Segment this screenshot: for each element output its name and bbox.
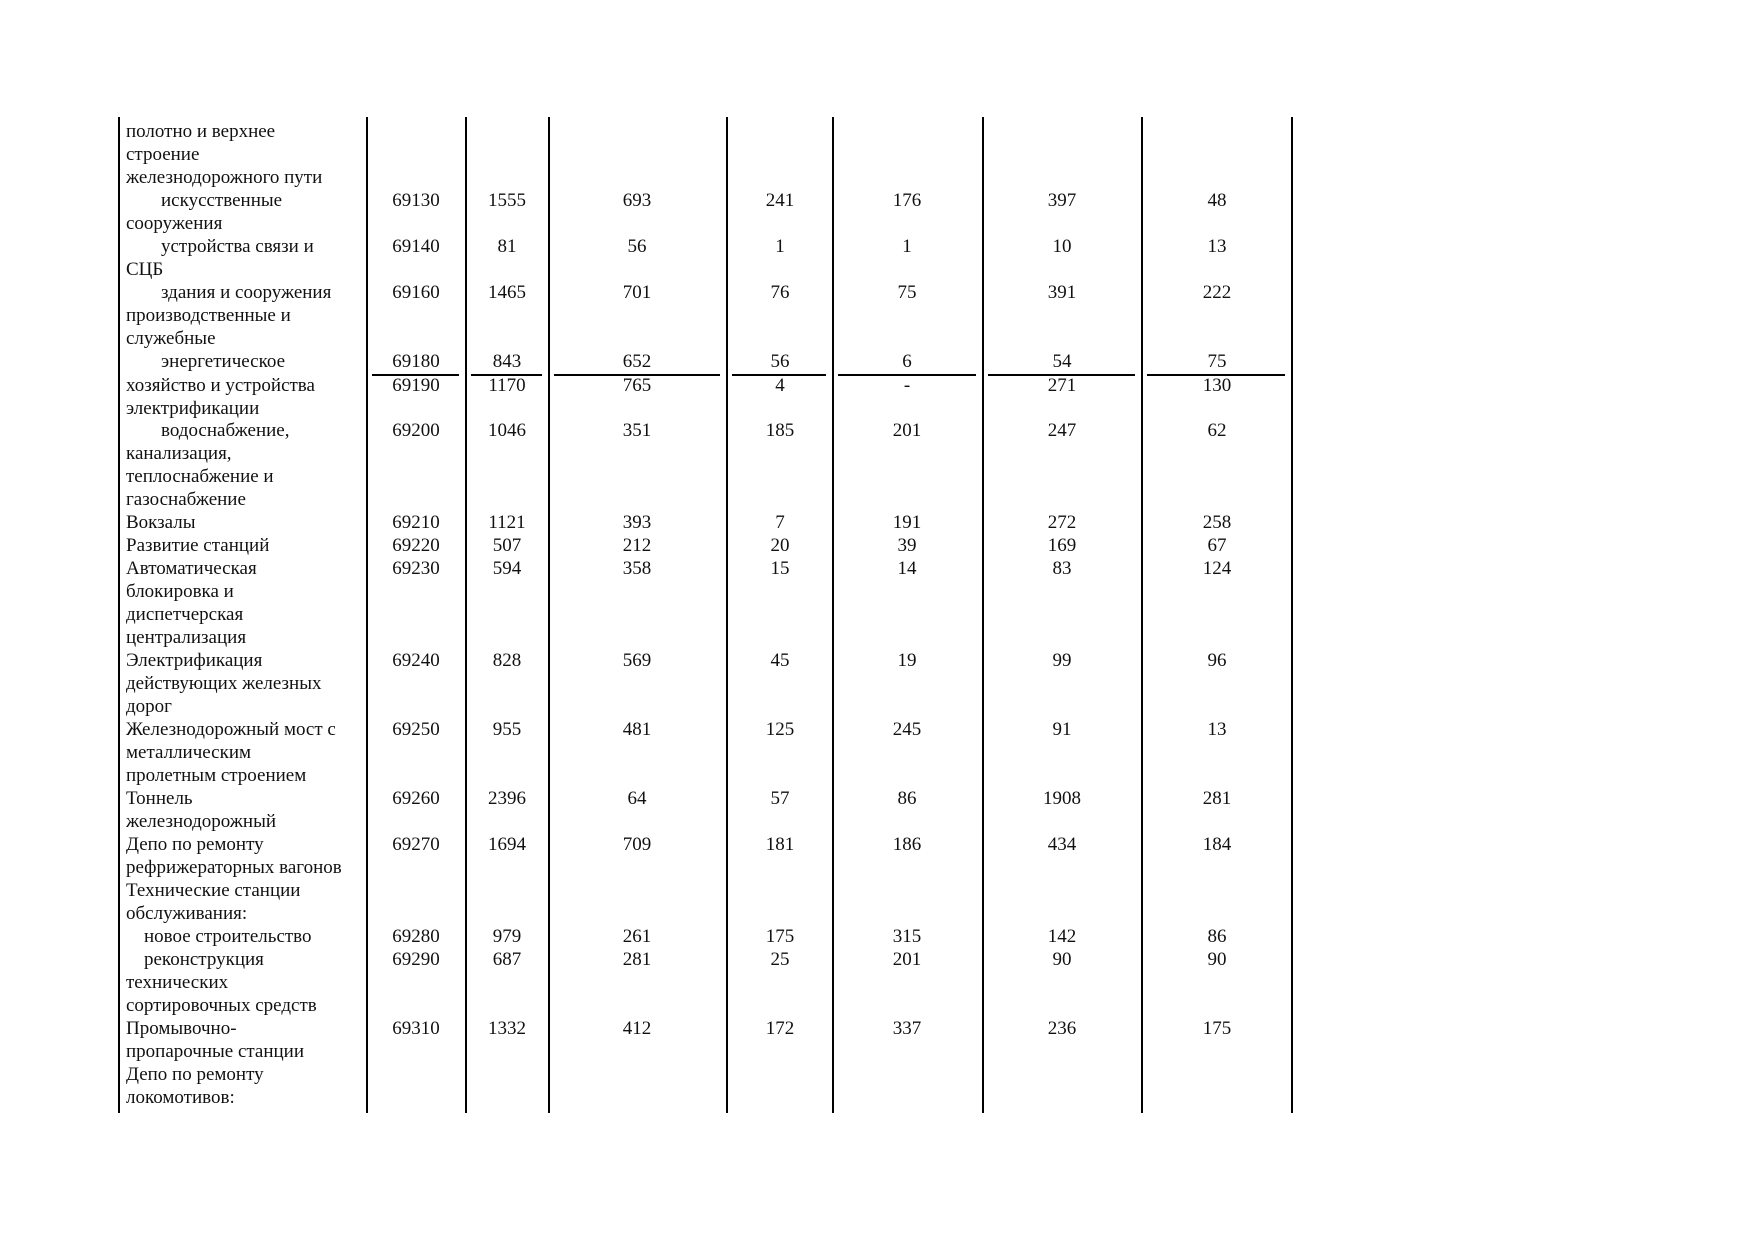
row-label-line: теплоснабжение и — [126, 466, 274, 487]
table-cell: 241 — [765, 190, 795, 211]
table-cell: 7 — [775, 512, 785, 533]
table-cell: 13 — [1207, 236, 1227, 257]
row-label — [126, 557, 364, 649]
table-cell: 1465 — [488, 282, 526, 303]
row-label-line: железнодорожного пути — [126, 167, 323, 188]
table-cell: 69200 — [392, 420, 440, 441]
table-cell: 45 — [770, 650, 790, 671]
row-label-line: сортировочных средств — [126, 995, 317, 1016]
row-label-line: Электрификация — [126, 650, 263, 671]
table-cell: 90 — [1052, 949, 1072, 970]
table-cell: 201 — [892, 949, 922, 970]
table-cell: 25 — [770, 949, 790, 970]
table-cell: 1 — [902, 236, 912, 257]
table-cell: 185 — [765, 420, 795, 441]
table-cell: 6 — [902, 351, 912, 372]
table-cell: 90 — [1207, 949, 1227, 970]
row-label-line: СЦБ — [126, 259, 164, 280]
table-cell: 397 — [1047, 190, 1077, 211]
table-cell: 186 — [892, 834, 922, 855]
table-cell: 69160 — [392, 282, 440, 303]
table-cell: 271 — [1047, 375, 1077, 396]
table-cell: 1121 — [488, 512, 526, 533]
row-label-line: Железнодорожный мост с — [126, 719, 336, 740]
row-label-line: Тоннель — [126, 788, 193, 809]
table-cell: 69210 — [392, 512, 440, 533]
row-label-line: локомотивов: — [126, 1087, 235, 1108]
table-cell: 222 — [1202, 282, 1232, 303]
row-label — [126, 925, 364, 948]
row-label-line: реконструкция — [144, 949, 264, 970]
table-cell: 184 — [1202, 834, 1232, 855]
table-cell: 69290 — [392, 949, 440, 970]
row-label-line: водоснабжение, — [161, 420, 290, 441]
row-label-line: диспетчерская — [126, 604, 244, 625]
row-label — [126, 879, 364, 925]
row-label-line: устройства связи и — [161, 236, 314, 257]
row-label-line: Автоматическая — [126, 558, 257, 579]
table-cell: 261 — [622, 926, 652, 947]
row-label-line: Развитие станций — [126, 535, 270, 556]
row-label-line: металлическим — [126, 742, 252, 763]
row-label-line: Технические станции — [126, 880, 301, 901]
table-cell: 1332 — [488, 1018, 526, 1039]
row-label-line: пролетным строением — [126, 765, 307, 786]
row-label-line: дорог — [126, 696, 172, 717]
column-divider — [118, 117, 120, 1113]
row-label-line: новое строительство — [144, 926, 312, 947]
row-label-line: искусственные — [161, 190, 283, 211]
table-cell: 1046 — [488, 420, 526, 441]
row-label-line: канализация, — [126, 443, 232, 464]
table-cell: 434 — [1047, 834, 1077, 855]
table-cell: 13 — [1207, 719, 1227, 740]
table-cell: 507 — [492, 535, 522, 556]
table-cell: 687 — [492, 949, 522, 970]
table-cell: 358 — [622, 558, 652, 579]
row-label — [126, 534, 364, 557]
table-cell: 181 — [765, 834, 795, 855]
table-cell: 351 — [622, 420, 652, 441]
table-cell: 69220 — [392, 535, 440, 556]
row-label-line: сооружения — [126, 213, 223, 234]
table-cell: 175 — [1202, 1018, 1232, 1039]
table-cell: 337 — [892, 1018, 922, 1039]
table-cell: 20 — [770, 535, 790, 556]
table-cell: 176 — [892, 190, 922, 211]
row-label — [126, 1017, 364, 1063]
table-cell: 69280 — [392, 926, 440, 947]
table-cell: 86 — [897, 788, 917, 809]
table-cell: 315 — [892, 926, 922, 947]
table-cell: 99 — [1052, 650, 1072, 671]
table-cell: 1170 — [488, 375, 526, 396]
table-cell: 258 — [1202, 512, 1232, 533]
row-label-line: централизация — [126, 627, 247, 648]
table-cell: 62 — [1207, 420, 1227, 441]
table-cell: 69130 — [392, 190, 440, 211]
row-label — [126, 350, 364, 373]
table-cell: 76 — [770, 282, 790, 303]
column-divider — [982, 117, 984, 1113]
table-cell: 56 — [770, 351, 790, 372]
row-label-line: действующих железных — [126, 673, 322, 694]
table-cell: 281 — [1202, 788, 1232, 809]
row-label — [126, 419, 364, 511]
table-cell: 69250 — [392, 719, 440, 740]
table-cell: 83 — [1052, 558, 1072, 579]
row-label-line: блокировка и — [126, 581, 234, 602]
table-cell: 1908 — [1043, 788, 1081, 809]
row-label-line: Депо по ремонту — [126, 834, 264, 855]
table-cell: 481 — [622, 719, 652, 740]
table-cell: 48 — [1207, 190, 1227, 211]
table-cell: 81 — [497, 236, 517, 257]
row-label-line: здания и сооружения — [161, 282, 332, 303]
table-cell: 75 — [1207, 351, 1227, 372]
table-cell: 594 — [492, 558, 522, 579]
table-cell: 15 — [770, 558, 790, 579]
row-label — [126, 649, 364, 718]
row-label — [126, 281, 364, 350]
row-label — [126, 120, 364, 189]
table-cell: 69240 — [392, 650, 440, 671]
table-cell: 693 — [622, 190, 652, 211]
table-cell: 2396 — [488, 788, 526, 809]
table-cell: - — [903, 375, 911, 396]
table-cell: 69190 — [392, 375, 440, 396]
row-label-line: пропарочные станции — [126, 1041, 305, 1062]
row-label-line: железнодорожный — [126, 811, 277, 832]
table-cell: 569 — [622, 650, 652, 671]
row-label — [126, 1063, 364, 1109]
table-cell: 701 — [622, 282, 652, 303]
table-cell: 96 — [1207, 650, 1227, 671]
table-cell: 142 — [1047, 926, 1077, 947]
table-cell: 69310 — [392, 1018, 440, 1039]
column-divider — [1291, 117, 1293, 1113]
table-cell: 67 — [1207, 535, 1227, 556]
row-label — [126, 189, 364, 235]
table-cell: 843 — [492, 351, 522, 372]
table-cell: 57 — [770, 788, 790, 809]
table-cell: 272 — [1047, 512, 1077, 533]
table-cell: 201 — [892, 420, 922, 441]
table-cell: 191 — [892, 512, 922, 533]
table-cell: 69140 — [392, 236, 440, 257]
table-cell: 56 — [627, 236, 647, 257]
table-cell: 955 — [492, 719, 522, 740]
row-label-line: производственные и — [126, 305, 291, 326]
table-cell: 652 — [622, 351, 652, 372]
table-cell: 1 — [775, 236, 785, 257]
table-cell: 69180 — [392, 351, 440, 372]
table-cell: 4 — [775, 375, 785, 396]
row-label — [126, 718, 364, 787]
row-label-line: строение — [126, 144, 200, 165]
row-label-line: служебные — [126, 328, 216, 349]
row-label — [126, 235, 364, 281]
table-cell: 54 — [1052, 351, 1072, 372]
table-cell: 1694 — [488, 834, 526, 855]
table-cell: 130 — [1202, 375, 1232, 396]
table-cell: 709 — [622, 834, 652, 855]
table-cell: 91 — [1052, 719, 1072, 740]
row-label — [126, 374, 364, 420]
table-cell: 979 — [492, 926, 522, 947]
row-label — [126, 787, 364, 833]
row-label — [126, 948, 364, 1017]
table-cell: 169 — [1047, 535, 1077, 556]
row-label-line: хозяйство и устройства — [126, 375, 315, 396]
row-label-line: Промывочно- — [126, 1018, 237, 1039]
table-cell: 64 — [627, 788, 647, 809]
table-cell: 828 — [492, 650, 522, 671]
row-label-line: электрификации — [126, 398, 260, 419]
row-label-line: обслуживания: — [126, 903, 248, 924]
row-label-line: газоснабжение — [126, 489, 246, 510]
row-label-line: технических — [126, 972, 229, 993]
row-label — [126, 511, 364, 534]
table-cell: 247 — [1047, 420, 1077, 441]
table-cell: 236 — [1047, 1018, 1077, 1039]
row-label-line: рефрижераторных вагонов — [126, 857, 342, 878]
table-cell: 125 — [765, 719, 795, 740]
table-cell: 14 — [897, 558, 917, 579]
row-label-line: Вокзалы — [126, 512, 196, 533]
table-cell: 245 — [892, 719, 922, 740]
table-cell: 393 — [622, 512, 652, 533]
row-label-line: Депо по ремонту — [126, 1064, 264, 1085]
table-cell: 75 — [897, 282, 917, 303]
table-cell: 281 — [622, 949, 652, 970]
table-cell: 175 — [765, 926, 795, 947]
table-cell: 69260 — [392, 788, 440, 809]
table-cell: 412 — [622, 1018, 652, 1039]
table-cell: 391 — [1047, 282, 1077, 303]
table-cell: 1555 — [488, 190, 526, 211]
table-cell: 19 — [897, 650, 917, 671]
table-cell: 765 — [622, 375, 652, 396]
table-cell: 172 — [765, 1018, 795, 1039]
table-cell: 124 — [1202, 558, 1232, 579]
table-cell: 212 — [622, 535, 652, 556]
table-cell: 39 — [897, 535, 917, 556]
table-cell: 86 — [1207, 926, 1227, 947]
row-label-line: полотно и верхнее — [126, 121, 276, 142]
table-cell: 69270 — [392, 834, 440, 855]
row-label — [126, 833, 364, 879]
table-cell: 10 — [1052, 236, 1072, 257]
column-divider — [1141, 117, 1143, 1113]
row-label-line: энергетическое — [161, 351, 286, 372]
table-cell: 69230 — [392, 558, 440, 579]
